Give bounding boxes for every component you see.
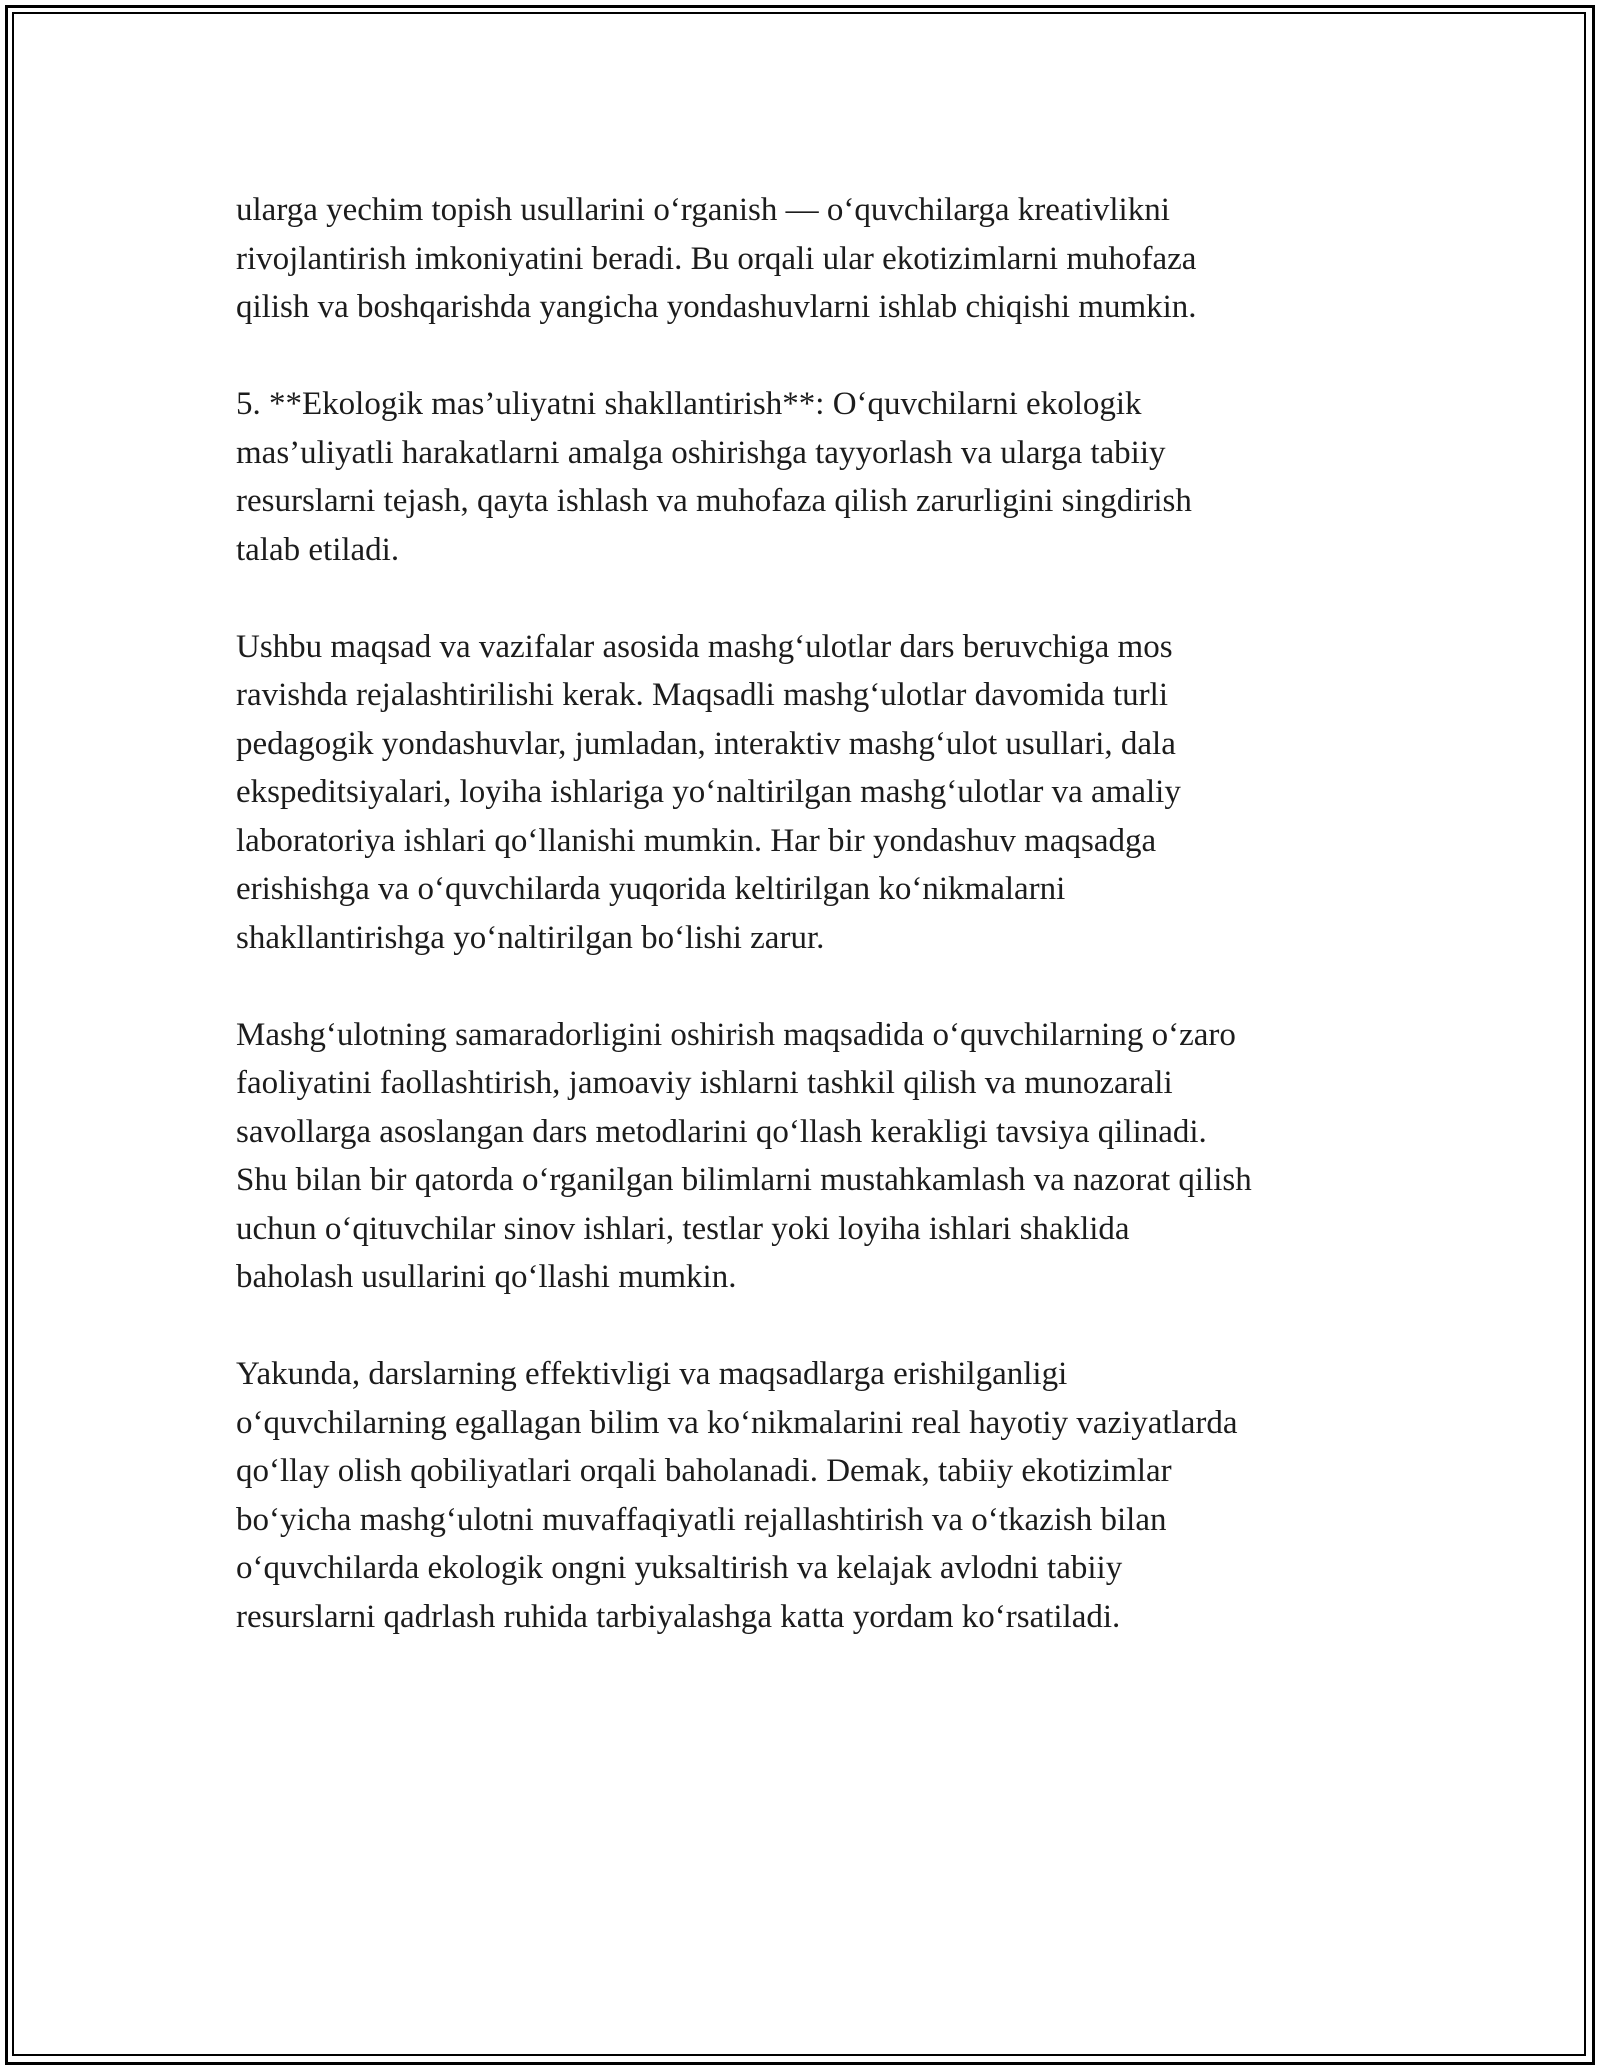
text-line: savollarga asoslangan dars metodlarini qo‘llash kerakligi tavsiya qilinadi. <box>236 1113 1207 1150</box>
text-line: faoliyatini faollashtirish, jamoaviy ishlarni tashkil qilish va munozarali <box>236 1065 1173 1101</box>
text-line: resurslarni qadrlash ruhida tarbiyalashga katta yordam ko‘rsatiladi. <box>236 1598 1121 1635</box>
text-line: bo‘yicha mashg‘ulotni muvaffaqiyatli rejallashtirish va o‘tkazish bilan <box>236 1501 1167 1538</box>
text-line: Yakunda, darslarning effektivligi va maqsadlarga erishilganligi <box>236 1356 1068 1392</box>
text-line: o‘quvchilarning egallagan bilim va ko‘nikmalarini real hayotiy vaziyatlarda <box>236 1404 1238 1441</box>
text-line: ularga yechim topish usullarini o‘rganish — o‘quvchilarga kreativlikni <box>236 192 1170 228</box>
text-line: laboratoriya ishlari qo‘llanishi mumkin. Har bir yondashuv maqsadga <box>236 822 1157 859</box>
text-line: shakllantirishga yo‘naltirilgan bo‘lishi zarur. <box>236 919 825 956</box>
paragraph-3 <box>236 623 1386 963</box>
text-line: ekspeditsiyalari, loyiha ishlariga yo‘naltirilgan mashg‘ulotlar va amaliy <box>236 774 1181 810</box>
text-line: mas’uliyatli harakatlarni amalga oshirishga tayyorlash va ularga tabiiy <box>236 434 1166 471</box>
text-line: baholash usullarini qo‘llashi mumkin. <box>236 1259 737 1295</box>
document-body <box>236 186 1386 1690</box>
text-line: resurslarni tejash, qayta ishlash va muhofaza qilish zarurligini singdirish <box>236 483 1192 519</box>
paragraph-2 <box>236 380 1386 574</box>
text-line: Shu bilan bir qatorda o‘rganilgan bilimlarni mustahkamlash va nazorat qilish <box>236 1162 1252 1198</box>
text-line: qilish va boshqarishda yangicha yondashuvlarni ishlab chiqishi mumkin. <box>236 289 1197 325</box>
text-line: talab etiladi. <box>236 531 400 568</box>
text-line: erishishga va o‘quvchilarda yuqorida keltirilgan ko‘nikmalarni <box>236 871 1066 907</box>
text-line: pedagogik yondashuvlar, jumladan, interaktiv mashg‘ulot usullari, dala <box>236 725 1176 762</box>
text-line: 5. **Ekologik mas’uliyatni shakllantirish**: O‘quvchilarni ekologik <box>236 386 1142 422</box>
text-line: ravishda rejalashtirilishi kerak. Maqsadli mashg‘ulotlar davomida turli <box>236 677 1169 713</box>
text-line: Mashg‘ulotning samaradorligini oshirish maqsadida o‘quvchilarning o‘zaro <box>236 1016 1236 1053</box>
paragraph-1 <box>236 186 1386 332</box>
paragraph-4 <box>236 1011 1386 1302</box>
paragraph-5 <box>236 1350 1386 1641</box>
text-line: o‘quvchilarda ekologik ongni yuksaltirish va kelajak avlodni tabiiy <box>236 1550 1123 1586</box>
text-line: qo‘llay olish qobiliyatlari orqali baholanadi. Demak, tabiiy ekotizimlar <box>236 1453 1172 1489</box>
text-line: Ushbu maqsad va vazifalar asosida mashg‘ulotlar dars beruvchiga mos <box>236 628 1173 665</box>
text-line: uchun o‘qituvchilar sinov ishlari, testlar yoki loyiha ishlari shaklida <box>236 1210 1130 1247</box>
text-line: rivojlantirish imkoniyatini beradi. Bu orqali ular ekotizimlarni muhofaza <box>236 240 1197 277</box>
